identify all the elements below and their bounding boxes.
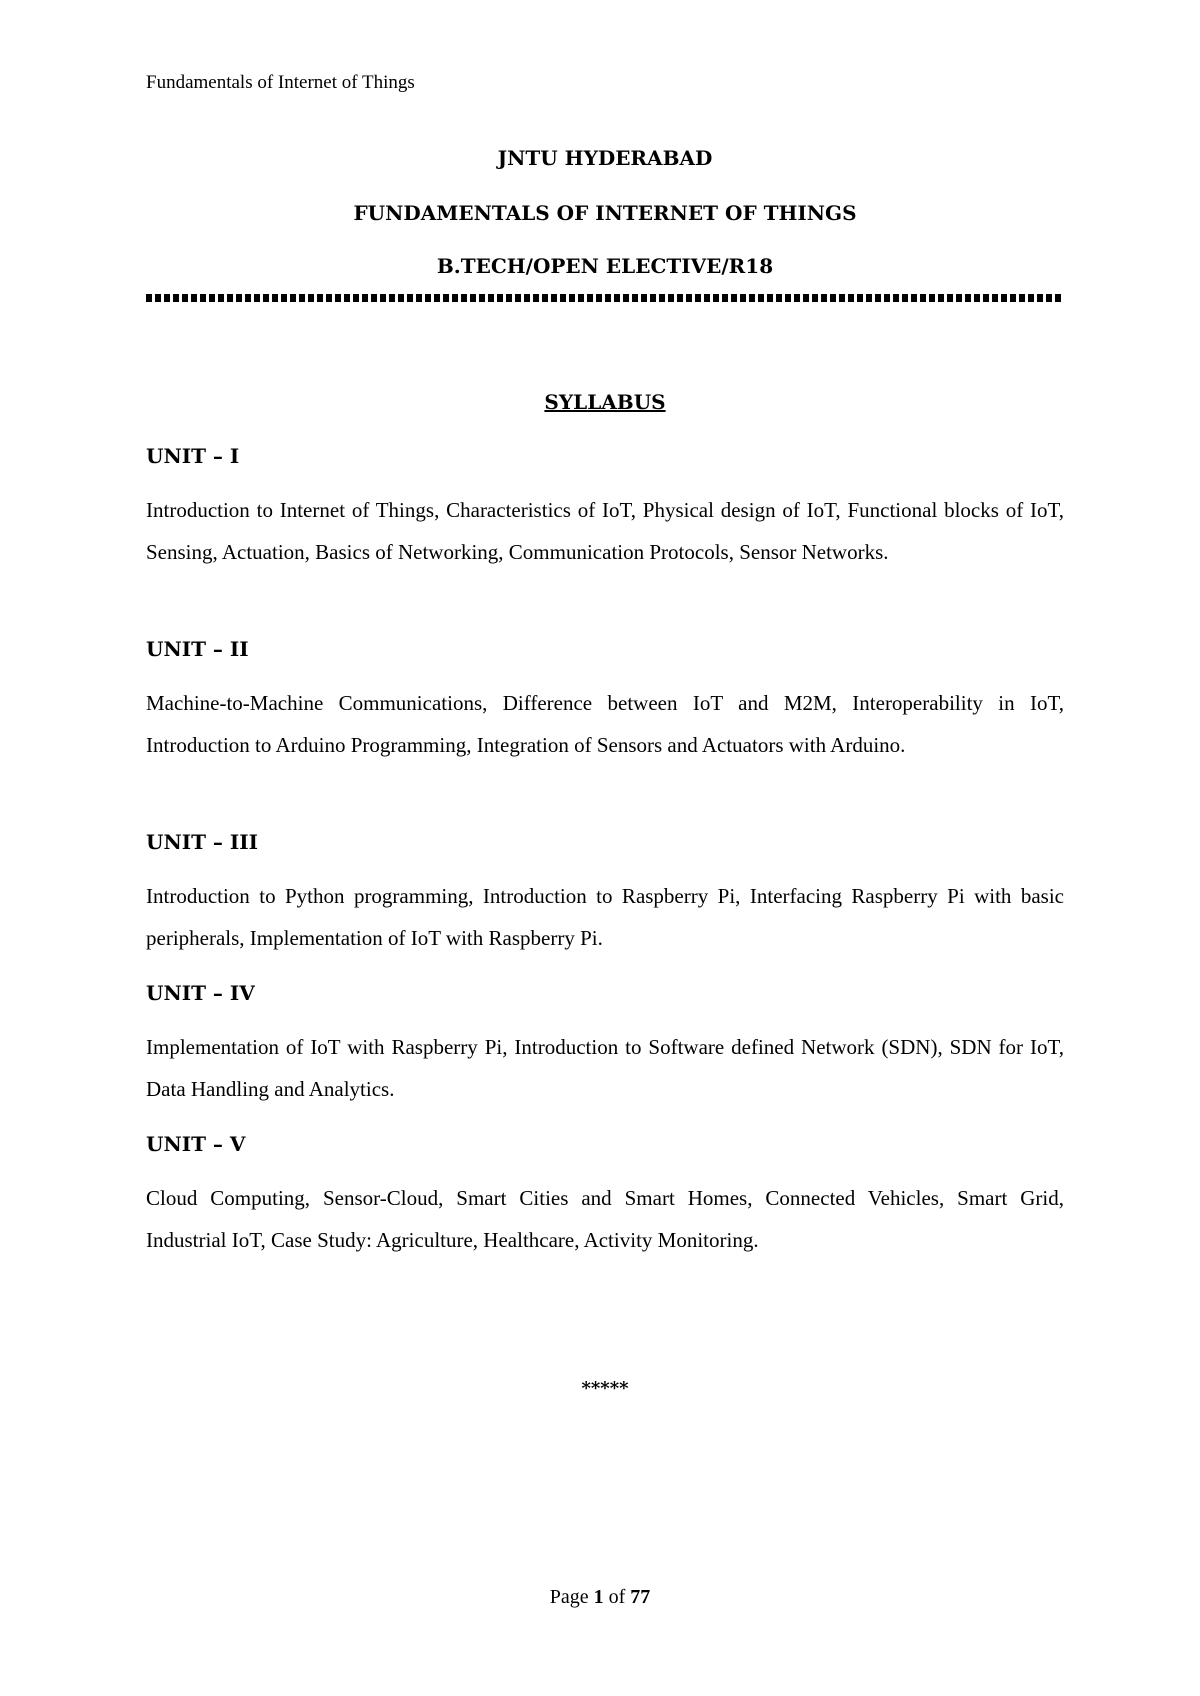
unit-5-text: Cloud Computing, Sensor-Cloud, Smart Cities and Smart Homes, Connected Vehicles, Smart Grid, Industrial IoT, Case Study: Agriculture, Healthcare, Activity Monitoring. (146, 1186, 1064, 1252)
unit-2-heading: UNIT – II (146, 637, 249, 661)
course-title: FUNDAMENTALS OF INTERNET OF THINGS (353, 201, 857, 225)
course-subtitle: B.TECH/OPEN ELECTIVE/R18 (436, 254, 774, 278)
unit-3-heading: UNIT – III (146, 830, 258, 854)
end-marker: ***** (581, 1378, 629, 1399)
page-footer (0, 1586, 1200, 1609)
running-header: Fundamentals of Internet of Things (146, 72, 415, 93)
university-title: JNTU HYDERABAD (497, 146, 713, 170)
page-label: Page (549, 1586, 589, 1608)
unit-1-text: Introduction to Internet of Things, Characteristics of IoT, Physical design of IoT, Functional blocks of IoT, Sensing, Actuation, Basics of Networking, Communication Protocols, Sensor Networks. (146, 498, 1064, 564)
unit-2-text: Machine-to-Machine Communications, Difference between IoT and M2M, Interoperability in IoT, Introduction to Arduino Programming, Integration of Sensors and Actuators with Arduino. (146, 691, 1064, 757)
unit-1-heading: UNIT – I (146, 444, 240, 468)
dotted-separator (146, 294, 1064, 302)
unit-4-heading: UNIT – IV (146, 981, 255, 1005)
unit-5-heading: UNIT – V (146, 1132, 246, 1156)
page-number: 1 (593, 1586, 604, 1608)
unit-4-text: Implementation of IoT with Raspberry Pi, Introduction to Software defined Network (SDN), SDN for IoT, Data Handling and Analytics. (146, 1035, 1064, 1101)
syllabus-heading: SYLLABUS (544, 390, 666, 414)
total-pages: 77 (630, 1586, 651, 1608)
of-label: of (608, 1586, 626, 1608)
unit-3-text: Introduction to Python programming, Introduction to Raspberry Pi, Interfacing Raspberry Pi with basic peripherals, Implementation of IoT with Raspberry Pi. (146, 884, 1064, 950)
